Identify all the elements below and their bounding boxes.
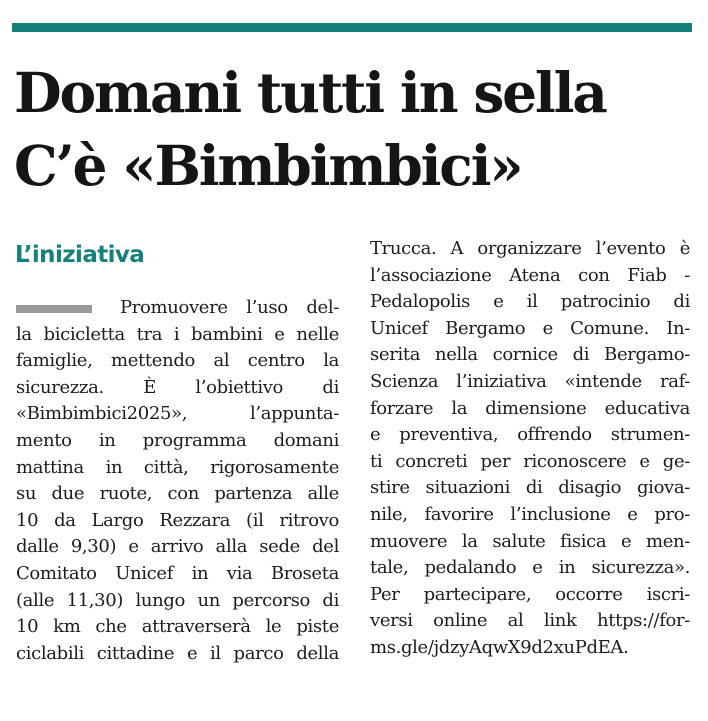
- section-kicker: L’iniziativa: [15, 242, 145, 268]
- body-line: dalle 9,30) e arrivo alla sede del: [16, 536, 339, 558]
- body-line: la bicicletta tra i bambini e nelle: [16, 323, 339, 345]
- body-line: Scienza l’iniziativa «intende raf-: [370, 370, 690, 392]
- article-column-right: [370, 236, 690, 662]
- body-line: Per partecipare, occorre iscri-: [370, 583, 690, 605]
- body-line: sicurezza. È l’obiettivo di: [16, 376, 339, 398]
- body-line: Comitato Unicef in via Broseta: [16, 562, 339, 584]
- lead-bar: [16, 305, 92, 313]
- body-line: l’associazione Atena con Fiab -: [370, 264, 690, 286]
- body-line: e preventiva, offrendo strumen-: [370, 424, 690, 446]
- body-line: serita nella cornice di Bergamo-: [370, 344, 690, 366]
- body-line: Unicef Bergamo e Comune. In-: [370, 317, 690, 339]
- body-line: ciclabili cittadine e il parco della: [16, 642, 339, 664]
- body-line: su due ruote, con partenza alle: [16, 483, 339, 505]
- body-line: ti concreti per riconoscere e ge-: [370, 450, 690, 472]
- body-line: ms.gle/jdzyAqwX9d2xuPdEA.: [370, 636, 629, 658]
- body-line: tale, pedalando e in sicurezza».: [370, 557, 690, 579]
- body-line: forzare la dimensione educativa: [370, 397, 690, 419]
- body-line: stire situazioni di disagio giova-: [370, 477, 690, 499]
- body-line: [16, 295, 339, 322]
- body-line-text: Promuovere l’uso del-: [120, 297, 339, 318]
- body-line: «Bimbimbici2025», l’appunta-: [16, 403, 339, 425]
- body-line: mento in programma domani: [16, 429, 339, 451]
- body-line: versi online al link https://for-: [370, 610, 690, 632]
- body-line: 10 km che attraverserà le piste: [16, 616, 339, 638]
- body-line: Trucca. A organizzare l’evento è: [370, 238, 690, 259]
- headline-line-1: Domani tutti in sella: [14, 60, 606, 125]
- body-line: Pedalopolis e il patrocinio di: [370, 291, 690, 313]
- body-line: 10 da Largo Rezzara (il ritrovo: [16, 509, 339, 531]
- article-column-left: [16, 295, 339, 667]
- headline: [14, 56, 694, 202]
- headline-line-2: C’è «Bimbimbici»: [14, 133, 522, 198]
- body-line: (alle 11,30) lungo un percorso di: [16, 589, 339, 611]
- body-line: mattina in città, rigorosamente: [16, 456, 339, 478]
- body-line: famiglie, mettendo al centro la: [16, 350, 339, 372]
- top-rule: [12, 23, 692, 32]
- body-line: nile, favorire l’inclusione e pro-: [370, 503, 690, 525]
- body-line: muovere la salute fisica e men-: [370, 530, 690, 552]
